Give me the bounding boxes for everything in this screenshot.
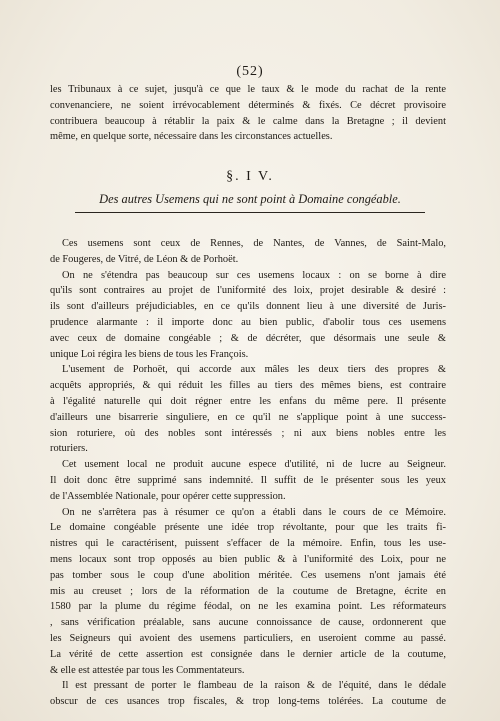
text-line: sion roturiere, où des nobles sont intéressés ; ni aux biens nobles entre les [50,427,446,439]
text-line: & elle est attestée par tous les Commentateurs. [50,664,245,676]
text-line: roturiers. [50,443,88,455]
text-line: convenanciere, ne soient irrévocablement déterminés & fixés. Ce décret provisoire [50,99,446,111]
text-line: Le domaine congéable présente une idée trop révoltante, pour que les traits fi- [50,522,446,534]
text-line: 1580 par la plume du régime féodal, on ne les examina point. Les réformateurs [50,601,446,613]
text-line: les Seigneurs qui avoient des usemens particuliers, en useroient comme au passé. [50,632,446,644]
text-line: prudence alarmante : il importe donc au bien public, d'abolir tous ces usemens [50,316,446,328]
text-line: Il doit donc être supprimé sans indemnité. Il suffit de le présenter sous les yeux [50,474,446,486]
divider [75,212,425,213]
page-number: (52) [236,64,264,79]
text-line: pas tomber sous le coup d'une abolition méritée. Ces usemens n'ont jamais été [50,569,446,581]
text-line: mis au creuset ; lors de la réformation de la coutume de Bretagne, écrite en [50,585,446,597]
section-title: Des autres Usemens qui ne sont point à Domaine congéable. [99,192,401,206]
text-line: ils sont d'ailleurs préjudiciables, en ce qu'ils donnent lieu à une diversité de Juris- [50,301,446,313]
text-line: de l'Assemblée Nationale, pour opérer cette suppression. [50,490,286,502]
text-line: L'usement de Porhoët, qui accorde aux mâles les deux tiers des propres & [62,364,446,376]
body-text [50,236,446,710]
text-line: Ces usemens sont ceux de Rennes, de Nantes, de Vannes, de Saint-Malo, [62,238,446,249]
text-line: d'ailleurs une bisarrerie singuliere, en ce qu'il ne s'applique point à une success- [50,411,446,423]
text-line: à l'égalité naturelle qui doit régner entre les enfans du même pere. Il présente [50,395,446,407]
section-heading: §. I V. [226,169,274,184]
text-line: même, en quelque sorte, nécessaire dans les circonstances actuelles. [50,131,333,143]
text-line: unique Loi régira les biens de tous les François. [50,348,249,360]
text-line: On ne s'arrêtera pas à résumer ce qu'on a établi dans le cours de ce Mémoire. [62,506,446,518]
text-line: , sans vérification préalable, sans aucune connoissance de cause, ordonnerent que [50,617,446,629]
text-line: Cet usement local ne produit aucune espece d'utilité, ni de lucre au Seigneur. [62,459,446,471]
text-line: nistres qui le caractérisent, puissent s'effacer de la mémoire. Enfin, tous les use- [50,538,446,550]
top-paragraph [50,82,446,145]
text-line: La vérité de cette assertion est consignée dans le dernier article de la coutume, [50,648,446,660]
text-line: Il est pressant de porter le flambeau de la raison & de l'équité, dans le dédale [62,680,446,692]
text-line: qu'ils sont contraires au projet de l'uniformité des loix, projet desirable & desiré : [50,285,446,297]
text-line: avec ceux de domaine congéable ; & de décréter, que désormais une seule & [50,332,446,344]
text-line: les Tribunaux à ce sujet, jusqu'à ce que le taux & le mode du rachat de la rente [50,84,446,95]
text-line: contribuera beaucoup à rétablir la paix & le calme dans la Bretagne ; il devient [50,115,446,127]
text-line: On ne s'étendra pas beaucoup sur ces usemens locaux : on se borne à dire [62,269,446,281]
text-line: mens locaux sont trop opposés au bien public & à l'uniformité des Loix, pour ne [50,553,446,565]
text-line: acquêts appropriés, & qui réduit les filles au tiers des mêmes biens, est contraire [50,380,446,392]
text-line: obscur de ces usances trop fiscales, & trop long-tems tolérées. La coutume de [50,696,446,708]
text-line: de Fougeres, de Vitré, de Léon & de Porhoët. [50,253,239,265]
